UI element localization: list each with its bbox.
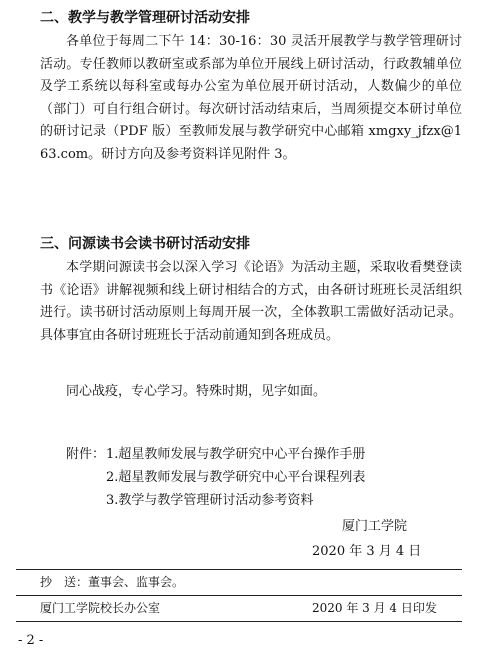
footer-middle-rule [16,595,462,596]
issuer-name: 厦门工学院校长办公室 [40,601,161,615]
section-heading-2: 二、教学与教学管理研讨活动安排 [40,10,250,26]
footer-top-rule [16,569,462,570]
cc-label: 抄 送： [40,575,89,589]
signature-date: 2020 年 3 月 4 日 [312,544,422,559]
cc-recipients: 董事会、监事会。 [88,575,185,589]
attachment-item: 1.超星教师发展与教学研究中心平台操作手册 [106,447,366,462]
closing-line: 同心战疫，专心学习。特殊时期，见字如面。 [66,384,327,399]
issue-date: 2020 年 3 月 4 日印发 [312,601,437,615]
section-paragraph-2: 各单位于每周二下午 14：30-16：30 灵活开展教学与教学管理研讨活动。专任教师以教研室或系部为单位开展线上研讨活动，行政教辅单位及学工系统以每科室或每办公室为单位展开研讨活动，人数偏少的单位（部门）可自行组合研讨。每次研讨活动结束后，当周须提交本研讨单位的研讨记录（PDF 版）至教师发展与教学研究中心邮箱 xmgxy_jfzx@163.com。研讨方向及参考资料详见附件 3。 [40,34,462,162]
footer-bottom-rule [16,621,462,622]
attachments-label: 附件： [66,447,106,462]
page-number: - 2 - [18,633,44,648]
signature-org: 厦门工学院 [342,519,408,534]
cc-line [40,571,184,593]
attachment-item: 2.超星教师发展与教学研究中心平台课程列表 [106,470,366,485]
section-heading-3: 三、问源读书会读书研讨活动安排 [40,236,250,252]
attachment-item: 3.教学与教学管理研讨活动参考资料 [106,493,314,508]
section-paragraph-3: 本学期问源读书会以深入学习《论语》为活动主题，采取收看樊登读书《论语》讲解视频和线上研讨相结合的方式，由各研讨班班长灵活组织进行。读书研讨活动原则上每周开展一次，全体教职工需做好活动记录。具体事宜由各研讨班班长于活动前通知到各班成员。 [40,260,462,343]
